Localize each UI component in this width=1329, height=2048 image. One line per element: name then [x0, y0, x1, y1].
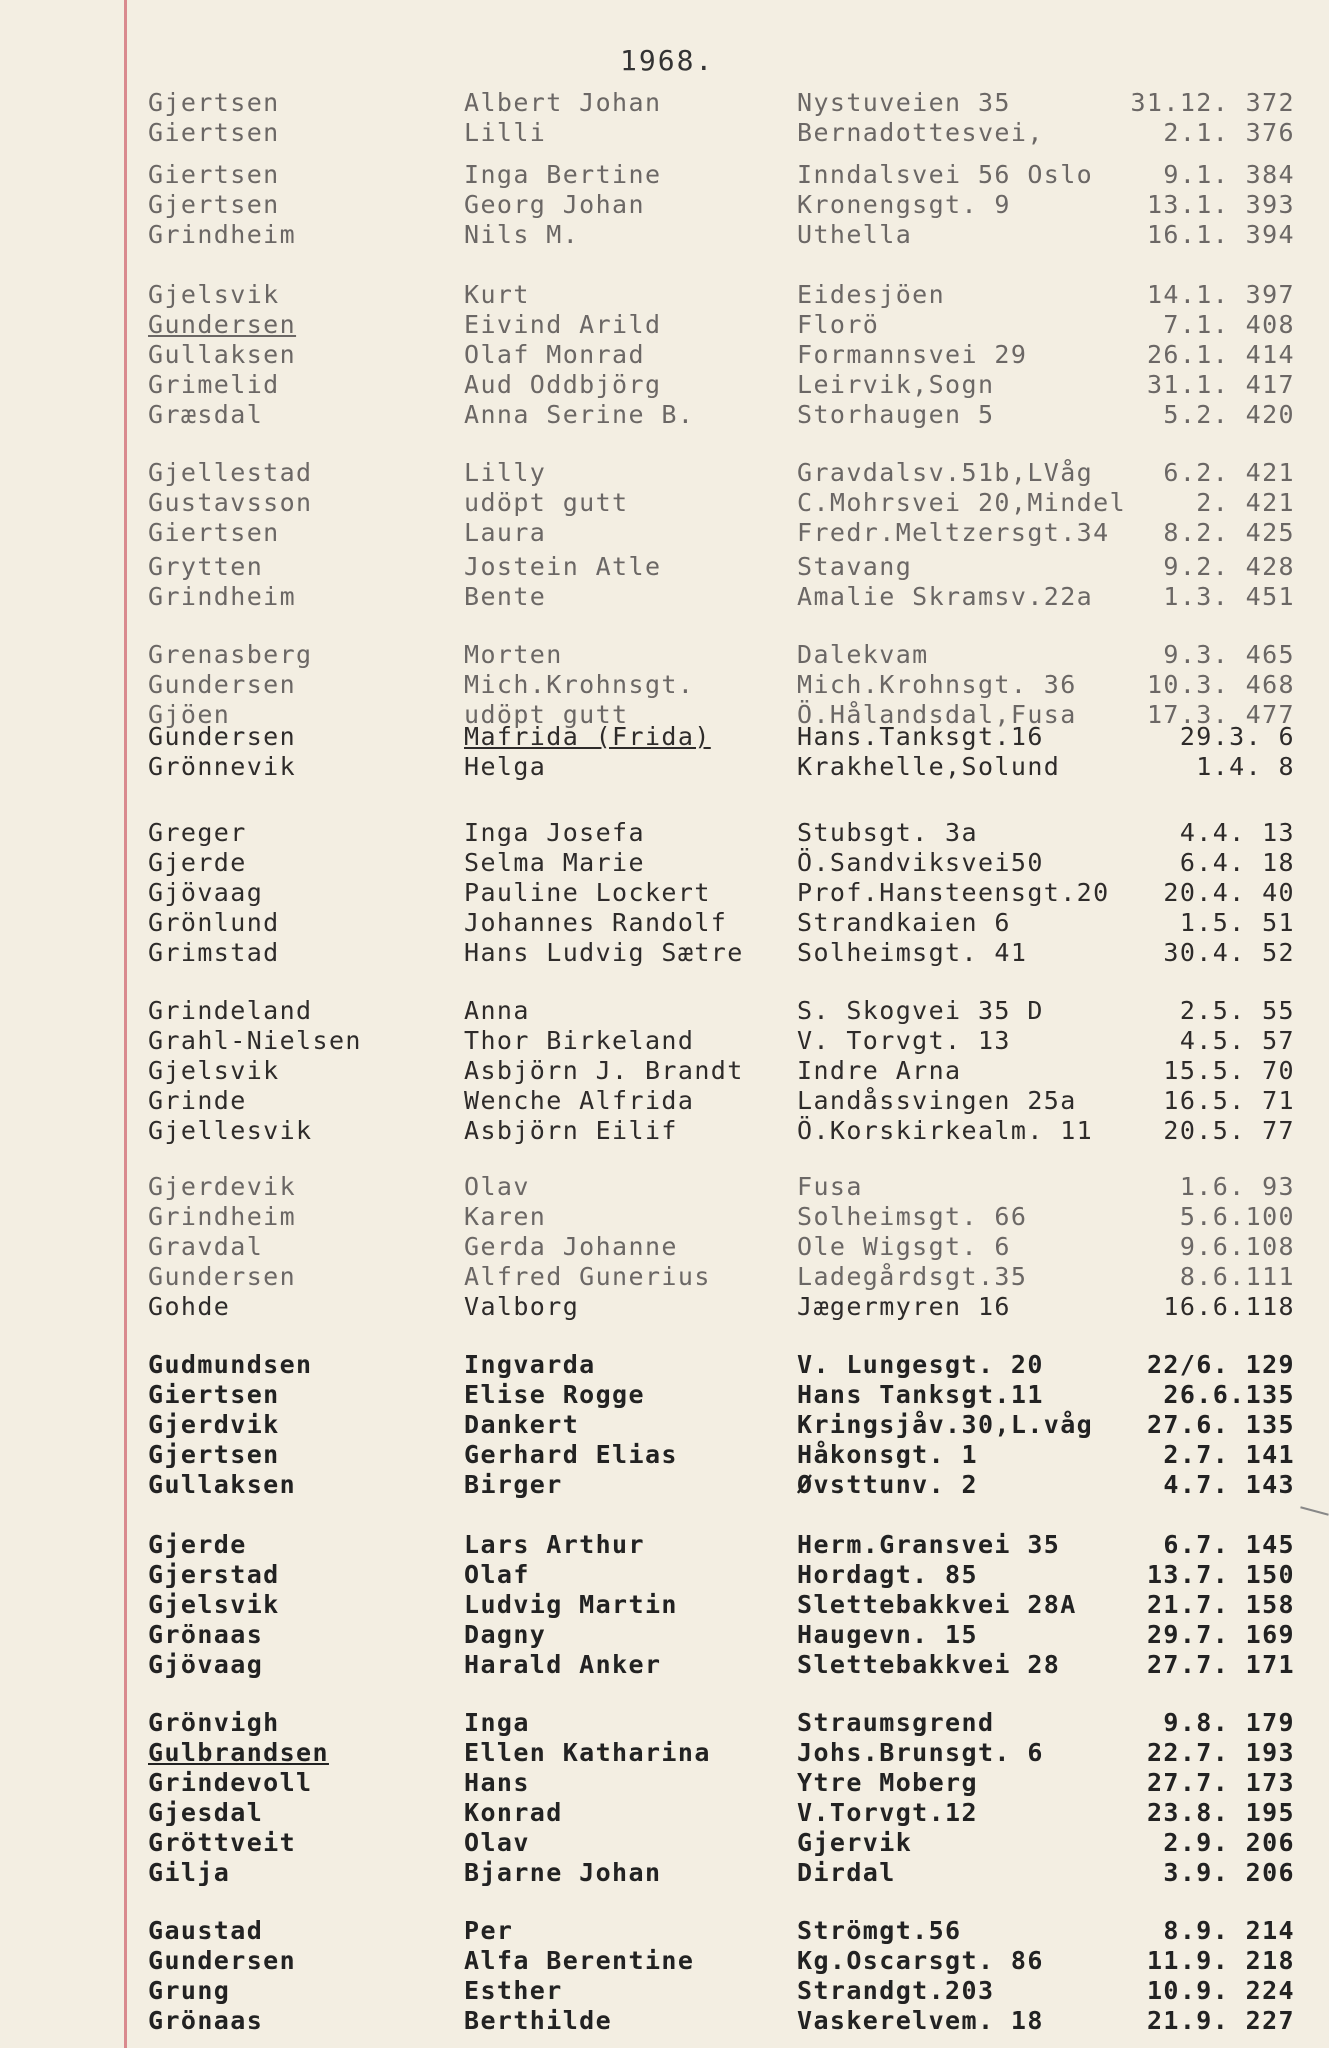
- entry-46-address: Straumsgrend: [797, 1708, 995, 1737]
- entry-34-given-names: Alfred Gunerius: [464, 1262, 711, 1291]
- entry-5-given-names: Nils M.: [464, 220, 580, 249]
- entry-33-date-number: 9.6.108: [1179, 1232, 1295, 1261]
- entry-54-surname: Grung: [148, 1976, 231, 2005]
- entry-48-given-names: Hans: [464, 1768, 530, 1797]
- entry-23-given-names: Pauline Lockert: [464, 878, 711, 907]
- entry-47-surname: Gulbrandsen: [148, 1738, 329, 1767]
- entry-14-address: Stavang: [797, 552, 913, 581]
- entry-14-given-names: Jostein Atle: [464, 552, 662, 581]
- entry-55-given-names: Berthilde: [464, 2006, 613, 2035]
- entry-35-given-names: Valborg: [464, 1292, 580, 1321]
- entry-25-date-number: 30.4. 52: [1163, 938, 1295, 967]
- entry-49-address: V.Torvgt.12: [797, 1798, 978, 1827]
- entry-26-given-names: Anna: [464, 996, 530, 1025]
- entry-46-given-names: Inga: [464, 1708, 530, 1737]
- entry-43-surname: Gjelsvik: [148, 1590, 280, 1619]
- entry-39-date-number: 2.7. 141: [1163, 1440, 1295, 1469]
- entry-39-surname: Gjertsen: [148, 1440, 280, 1469]
- entry-20-surname: Grönnevik: [148, 752, 297, 781]
- entry-39-given-names: Gerhard Elias: [464, 1440, 678, 1469]
- entry-17-given-names: Mich.Krohnsgt.: [464, 670, 695, 699]
- entry-25-given-names: Hans Ludvig Sætre: [464, 938, 744, 967]
- entry-5-address: Uthella: [797, 220, 913, 249]
- entry-21-date-number: 4.4. 13: [1179, 818, 1295, 847]
- entry-18-address: Ö.Hålandsdal,Fusa: [797, 700, 1077, 729]
- entry-8-given-names: Olaf Monrad: [464, 340, 645, 369]
- entry-45-date-number: 27.7. 171: [1146, 1650, 1295, 1679]
- entry-13-date-number: 8.2. 425: [1163, 518, 1295, 547]
- entry-25-address: Solheimsgt. 41: [797, 938, 1028, 967]
- entry-51-given-names: Bjarne Johan: [464, 1858, 662, 1887]
- entry-50-given-names: Olav: [464, 1828, 530, 1857]
- entry-55-address: Vaskerelvem. 18: [797, 2006, 1044, 2035]
- entry-19-date-number: 29.3. 6: [1179, 722, 1295, 751]
- entry-7-address: Florö: [797, 310, 880, 339]
- entry-28-date-number: 15.5. 70: [1163, 1056, 1295, 1085]
- entry-3-surname: Giertsen: [148, 160, 280, 189]
- entry-39-address: Håkonsgt. 1: [797, 1440, 978, 1469]
- entry-8-address: Formannsvei 29: [797, 340, 1028, 369]
- entry-15-date-number: 1.3. 451: [1163, 582, 1295, 611]
- entry-16-address: Dalekvam: [797, 640, 929, 669]
- entry-28-given-names: Asbjörn J. Brandt: [464, 1056, 744, 1085]
- entry-53-date-number: 11.9. 218: [1146, 1946, 1295, 1975]
- entry-21-given-names: Inga Josefa: [464, 818, 645, 847]
- entry-8-surname: Gullaksen: [148, 340, 297, 369]
- entry-48-date-number: 27.7. 173: [1146, 1768, 1295, 1797]
- entry-27-address: V. Torvgt. 13: [797, 1026, 1011, 1055]
- entry-26-surname: Grindeland: [148, 996, 313, 1025]
- entry-9-given-names: Aud Oddbjörg: [464, 370, 662, 399]
- entry-37-address: Hans Tanksgt.11: [797, 1380, 1044, 1409]
- entry-27-surname: Grahl-Nielsen: [148, 1026, 362, 1055]
- entry-54-date-number: 10.9. 224: [1146, 1976, 1295, 2005]
- entry-10-date-number: 5.2. 420: [1163, 400, 1295, 429]
- entry-4-given-names: Georg Johan: [464, 190, 645, 219]
- entry-29-surname: Grinde: [148, 1086, 247, 1115]
- entry-34-surname: Gundersen: [148, 1262, 297, 1291]
- entry-45-given-names: Harald Anker: [464, 1650, 662, 1679]
- entry-2-surname: Giertsen: [148, 118, 280, 147]
- entry-9-address: Leirvik,Sogn: [797, 370, 995, 399]
- entry-38-given-names: Dankert: [464, 1410, 580, 1439]
- entry-34-date-number: 8.6.111: [1179, 1262, 1295, 1291]
- entry-40-address: Øvsttunv. 2: [797, 1470, 978, 1499]
- entry-16-surname: Grenasberg: [148, 640, 313, 669]
- entry-36-given-names: Ingvarda: [464, 1350, 596, 1379]
- entry-20-date-number: 1.4. 8: [1196, 752, 1295, 781]
- red-margin-line: [124, 0, 127, 2048]
- entry-31-date-number: 1.6. 93: [1179, 1172, 1295, 1201]
- entry-46-surname: Grönvigh: [148, 1708, 280, 1737]
- entry-17-surname: Gundersen: [148, 670, 297, 699]
- entry-40-date-number: 4.7. 143: [1163, 1470, 1295, 1499]
- entry-24-surname: Grönlund: [148, 908, 280, 937]
- entry-24-address: Strandkaien 6: [797, 908, 1011, 937]
- entry-3-address: Inndalsvei 56 Oslo: [797, 160, 1094, 189]
- entry-20-address: Krakhelle,Solund: [797, 752, 1061, 781]
- entry-33-surname: Gravdal: [148, 1232, 264, 1261]
- entry-9-surname: Grimelid: [148, 370, 280, 399]
- entry-25-surname: Grimstad: [148, 938, 280, 967]
- entry-49-date-number: 23.8. 195: [1146, 1798, 1295, 1827]
- entry-37-surname: Giertsen: [148, 1380, 280, 1409]
- entry-21-surname: Greger: [148, 818, 247, 847]
- entry-44-surname: Grönaas: [148, 1620, 264, 1649]
- entry-49-given-names: Konrad: [464, 1798, 563, 1827]
- entry-53-surname: Gundersen: [148, 1946, 297, 1975]
- entry-30-given-names: Asbjörn Eilif: [464, 1116, 678, 1145]
- entry-46-date-number: 9.8. 179: [1163, 1708, 1295, 1737]
- entry-15-address: Amalie Skramsv.22a: [797, 582, 1094, 611]
- entry-7-surname: Gundersen: [148, 310, 297, 339]
- entry-4-date-number: 13.1. 393: [1146, 190, 1295, 219]
- entry-9-date-number: 31.1. 417: [1146, 370, 1295, 399]
- entry-6-surname: Gjelsvik: [148, 280, 280, 309]
- entry-52-surname: Gaustad: [148, 1916, 264, 1945]
- entry-12-surname: Gustavsson: [148, 488, 313, 517]
- entry-54-address: Strandgt.203: [797, 1976, 995, 2005]
- entry-4-address: Kronengsgt. 9: [797, 190, 1011, 219]
- entry-10-given-names: Anna Serine B.: [464, 400, 695, 429]
- entry-7-given-names: Eivind Arild: [464, 310, 662, 339]
- entry-6-date-number: 14.1. 397: [1146, 280, 1295, 309]
- entry-17-address: Mich.Krohnsgt. 36: [797, 670, 1077, 699]
- entry-11-given-names: Lilly: [464, 458, 547, 487]
- entry-36-surname: Gudmundsen: [148, 1350, 313, 1379]
- entry-11-date-number: 6.2. 421: [1163, 458, 1295, 487]
- entry-21-address: Stubsgt. 3a: [797, 818, 978, 847]
- entry-52-address: Strömgt.56: [797, 1916, 962, 1945]
- entry-19-address: Hans.Tanksgt.16: [797, 722, 1044, 751]
- entry-53-address: Kg.Oscarsgt. 86: [797, 1946, 1044, 1975]
- page-year-heading: 1968.: [620, 44, 715, 77]
- entry-24-given-names: Johannes Randolf: [464, 908, 728, 937]
- entry-32-given-names: Karen: [464, 1202, 547, 1231]
- entry-31-given-names: Olav: [464, 1172, 530, 1201]
- entry-32-date-number: 5.6.100: [1179, 1202, 1295, 1231]
- entry-2-date-number: 2.1. 376: [1163, 118, 1295, 147]
- entry-44-date-number: 29.7. 169: [1146, 1620, 1295, 1649]
- entry-29-address: Landåssvingen 25a: [797, 1086, 1077, 1115]
- entry-5-surname: Grindheim: [148, 220, 297, 249]
- entry-42-surname: Gjerstad: [148, 1560, 280, 1589]
- entry-33-given-names: Gerda Johanne: [464, 1232, 678, 1261]
- entry-3-given-names: Inga Bertine: [464, 160, 662, 189]
- entry-41-date-number: 6.7. 145: [1163, 1530, 1295, 1559]
- entry-38-surname: Gjerdvik: [148, 1410, 280, 1439]
- entry-8-date-number: 26.1. 414: [1146, 340, 1295, 369]
- entry-30-surname: Gjellesvik: [148, 1116, 313, 1145]
- entry-50-date-number: 2.9. 206: [1163, 1828, 1295, 1857]
- entry-26-address: S. Skogvei 35 D: [797, 996, 1044, 1025]
- entry-10-address: Storhaugen 5: [797, 400, 995, 429]
- entry-37-given-names: Elise Rogge: [464, 1380, 645, 1409]
- entry-23-address: Prof.Hansteensgt.20: [797, 878, 1110, 907]
- entry-29-date-number: 16.5. 71: [1163, 1086, 1295, 1115]
- entry-14-date-number: 9.2. 428: [1163, 552, 1295, 581]
- entry-24-date-number: 1.5. 51: [1179, 908, 1295, 937]
- entry-16-date-number: 9.3. 465: [1163, 640, 1295, 669]
- entry-20-given-names: Helga: [464, 752, 547, 781]
- entry-50-surname: Gröttveit: [148, 1828, 297, 1857]
- entry-11-address: Gravdalsv.51b,LVåg: [797, 458, 1094, 487]
- entry-48-surname: Grindevoll: [148, 1768, 313, 1797]
- entry-35-surname: Gohde: [148, 1292, 231, 1321]
- entry-30-date-number: 20.5. 77: [1163, 1116, 1295, 1145]
- entry-43-given-names: Ludvig Martin: [464, 1590, 678, 1619]
- entry-18-given-names: udöpt gutt: [464, 700, 629, 729]
- entry-18-date-number: 17.3. 477: [1146, 700, 1295, 729]
- entry-38-date-number: 27.6. 135: [1146, 1410, 1295, 1439]
- entry-2-given-names: Lilli: [464, 118, 547, 147]
- entry-13-address: Fredr.Meltzersgt.34: [797, 518, 1110, 547]
- entry-53-given-names: Alfa Berentine: [464, 1946, 695, 1975]
- entry-12-given-names: udöpt gutt: [464, 488, 629, 517]
- entry-29-given-names: Wenche Alfrida: [464, 1086, 695, 1115]
- entry-15-given-names: Bente: [464, 582, 547, 611]
- entry-42-given-names: Olaf: [464, 1560, 530, 1589]
- entry-38-address: Kringsjåv.30,L.våg: [797, 1410, 1094, 1439]
- entry-14-surname: Grytten: [148, 552, 264, 581]
- entry-42-address: Hordagt. 85: [797, 1560, 978, 1589]
- entry-32-address: Solheimsgt. 66: [797, 1202, 1028, 1231]
- entry-1-given-names: Albert Johan: [464, 88, 662, 117]
- entry-15-surname: Grindheim: [148, 582, 297, 611]
- entry-51-surname: Gilja: [148, 1858, 231, 1887]
- entry-5-date-number: 16.1. 394: [1146, 220, 1295, 249]
- entry-36-date-number: 22/6. 129: [1146, 1350, 1295, 1379]
- entry-22-surname: Gjerde: [148, 848, 247, 877]
- entry-11-surname: Gjellestad: [148, 458, 313, 487]
- entry-35-date-number: 16.6.118: [1163, 1292, 1295, 1321]
- entry-45-surname: Gjövaag: [148, 1650, 264, 1679]
- entry-50-address: Gjervik: [797, 1828, 913, 1857]
- entry-40-surname: Gullaksen: [148, 1470, 297, 1499]
- entry-40-given-names: Birger: [464, 1470, 563, 1499]
- entry-52-given-names: Per: [464, 1916, 514, 1945]
- entry-41-surname: Gjerde: [148, 1530, 247, 1559]
- entry-6-given-names: Kurt: [464, 280, 530, 309]
- entry-16-given-names: Morten: [464, 640, 563, 669]
- entry-32-surname: Grindheim: [148, 1202, 297, 1231]
- entry-10-surname: Græsdal: [148, 400, 264, 429]
- entry-41-address: Herm.Gransvei 35: [797, 1530, 1061, 1559]
- entry-47-date-number: 22.7. 193: [1146, 1738, 1295, 1767]
- entry-31-address: Fusa: [797, 1172, 863, 1201]
- entry-47-address: Johs.Brunsgt. 6: [797, 1738, 1044, 1767]
- entry-49-surname: Gjesdal: [148, 1798, 264, 1827]
- entry-1-surname: Gjertsen: [148, 88, 280, 117]
- entry-7-date-number: 7.1. 408: [1163, 310, 1295, 339]
- entry-1-date-number: 31.12. 372: [1130, 88, 1295, 117]
- entry-19-given-names: Mafrida (Frida): [464, 722, 711, 751]
- edge-pen-mark: [1300, 1506, 1329, 1515]
- entry-28-surname: Gjelsvik: [148, 1056, 280, 1085]
- entry-23-date-number: 20.4. 40: [1163, 878, 1295, 907]
- entry-4-surname: Gjertsen: [148, 190, 280, 219]
- entry-3-date-number: 9.1. 384: [1163, 160, 1295, 189]
- entry-22-address: Ö.Sandviksvei50: [797, 848, 1044, 877]
- entry-2-address: Bernadottesvei,: [797, 118, 1044, 147]
- entry-51-date-number: 3.9. 206: [1163, 1858, 1295, 1887]
- entry-51-address: Dirdal: [797, 1858, 896, 1887]
- entry-55-surname: Grönaas: [148, 2006, 264, 2035]
- entry-35-address: Jægermyren 16: [797, 1292, 1011, 1321]
- entry-27-given-names: Thor Birkeland: [464, 1026, 695, 1055]
- entry-13-given-names: Laura: [464, 518, 547, 547]
- entry-30-address: Ö.Korskirkealm. 11: [797, 1116, 1094, 1145]
- entry-17-date-number: 10.3. 468: [1146, 670, 1295, 699]
- entry-1-address: Nystuveien 35: [797, 88, 1011, 117]
- entry-48-address: Ytre Moberg: [797, 1768, 978, 1797]
- entry-45-address: Slettebakkvei 28: [797, 1650, 1061, 1679]
- entry-19-surname: Gundersen: [148, 722, 297, 751]
- entry-22-date-number: 6.4. 18: [1179, 848, 1295, 877]
- entry-34-address: Ladegårdsgt.35: [797, 1262, 1028, 1291]
- entry-43-address: Slettebakkvei 28A: [797, 1590, 1077, 1619]
- entry-37-date-number: 26.6.135: [1163, 1380, 1295, 1409]
- entry-36-address: V. Lungesgt. 20: [797, 1350, 1044, 1379]
- entry-22-given-names: Selma Marie: [464, 848, 645, 877]
- entry-52-date-number: 8.9. 214: [1163, 1916, 1295, 1945]
- entry-54-given-names: Esther: [464, 1976, 563, 2005]
- entry-55-date-number: 21.9. 227: [1146, 2006, 1295, 2035]
- entry-27-date-number: 4.5. 57: [1179, 1026, 1295, 1055]
- entry-47-given-names: Ellen Katharina: [464, 1738, 711, 1767]
- entry-12-address: C.Mohrsvei 20,Mindel: [797, 488, 1127, 517]
- entry-31-surname: Gjerdevik: [148, 1172, 297, 1201]
- entry-41-given-names: Lars Arthur: [464, 1530, 645, 1559]
- entry-12-date-number: 2. 421: [1196, 488, 1295, 517]
- entry-13-surname: Giertsen: [148, 518, 280, 547]
- entry-6-address: Eidesjöen: [797, 280, 946, 309]
- entry-44-address: Haugevn. 15: [797, 1620, 978, 1649]
- entry-18-surname: Gjöen: [148, 700, 231, 729]
- entry-43-date-number: 21.7. 158: [1146, 1590, 1295, 1619]
- entry-33-address: Ole Wigsgt. 6: [797, 1232, 1011, 1261]
- entry-42-date-number: 13.7. 150: [1146, 1560, 1295, 1589]
- entry-23-surname: Gjövaag: [148, 878, 264, 907]
- entry-26-date-number: 2.5. 55: [1179, 996, 1295, 1025]
- entry-28-address: Indre Arna: [797, 1056, 962, 1085]
- entry-44-given-names: Dagny: [464, 1620, 547, 1649]
